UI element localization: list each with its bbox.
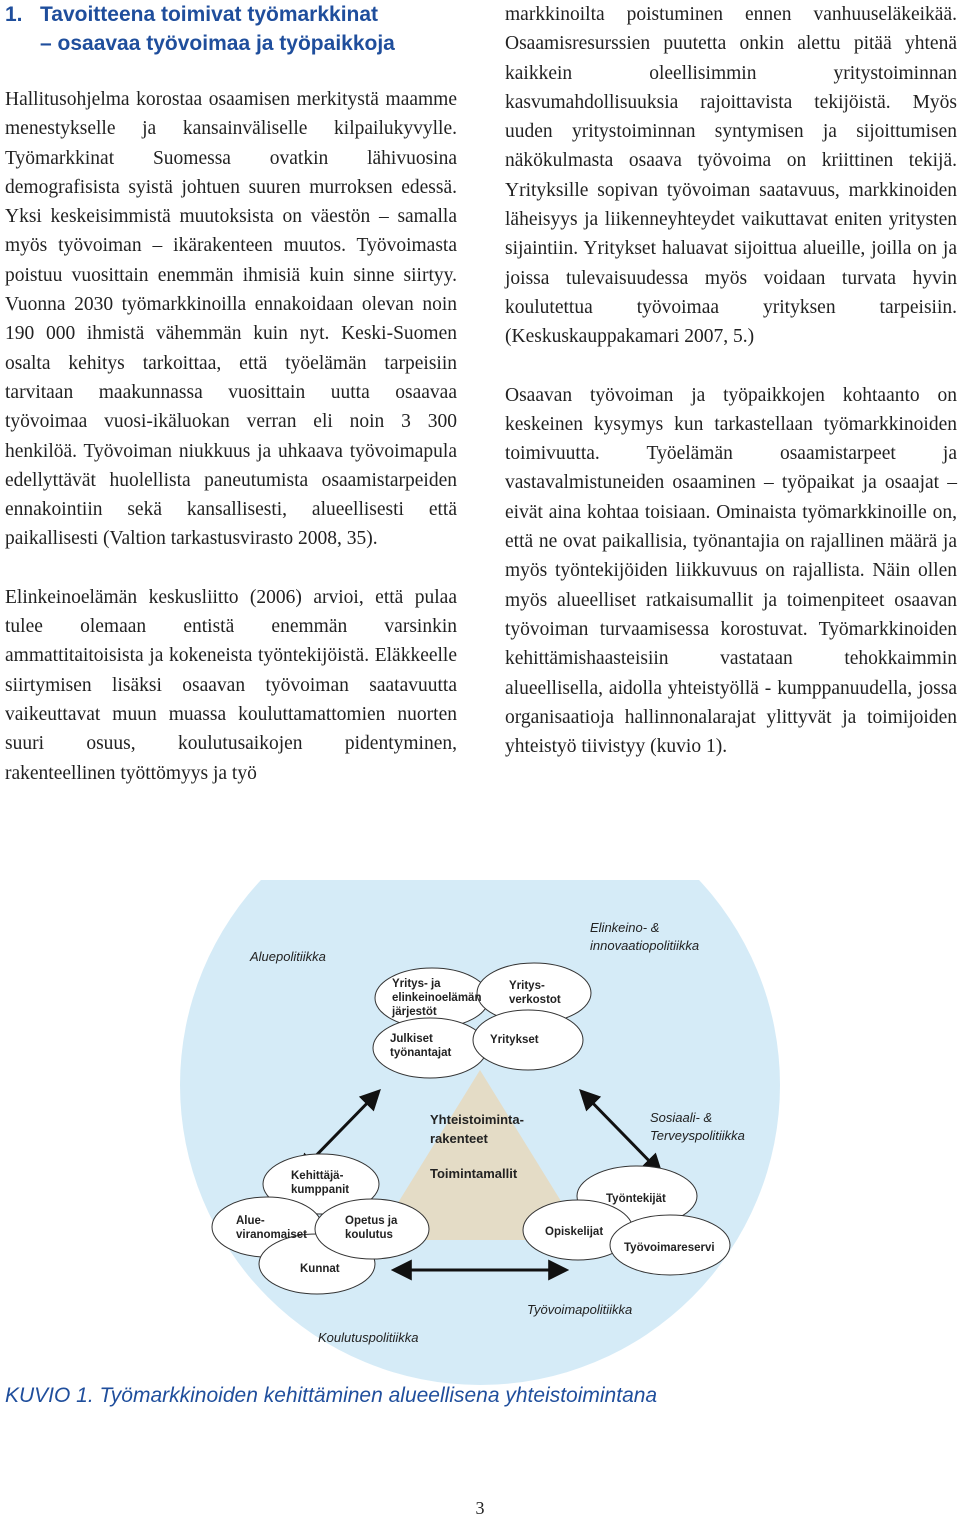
label-opetus-1: Opetus ja [345, 1215, 398, 1227]
figure-caption: KUVIO 1. Työmarkkinoiden kehittäminen alueellisena yhteistoimintana [5, 1384, 658, 1407]
paragraph: markkinoilta poistuminen ennen vanhuuseläkeikää. Osaamisresurssien puutetta onkin alettu pitää yhtenä kaikkein oleellisimmin yritystoiminnan kasvumahdollisuuksia rajoittavista tekijöistä. Myös uuden yritystoiminnan syntymisen ja sijoittumisen näkökulmasta osaava työvoima on kriittinen tekijä. Yrityksille sopivan työvoiman saatavuus, markkinoiden läheisyys ja liikenneyhteydet vaikuttavat eniten yritysten sijaintiin. Yritykset haluavat sijoittua alueille, joilla on ja joissa tulevaisuudessa myös voidaan turvata hyvin koulutettua työvoimaa yrityksen tarpeisiin. (Keskuskauppakamari 2007, 5.) [505, 4, 957, 348]
section-number: 1. [5, 3, 23, 26]
label-yritys-jarjestot-3: järjestöt [392, 1006, 437, 1018]
left-column [5, 85, 457, 788]
page-number: 3 [475, 1498, 485, 1518]
label-alue-1: Alue- [236, 1215, 265, 1227]
label-koulutuspolitiikka: Koulutuspolitiikka [318, 1330, 419, 1345]
paragraph: Osaavan työvoiman ja työpaikkojen kohtaanto on keskeinen kysymys kun tarkastellaan työmarkkinoiden toimivuutta. Työelämän osaamistarpeet ja vastavalmistuneiden osaaminen – työpaikat ja osaajat – eivät aina kohtaa toisiaan. Ominaista työmarkkinoille on, että ne ovat paikallisia, työnantajia on rajallinen määrä ja myös työntekijöiden liikkuvuus on rajallista. Näin ollen myös alueelliset ratkaisumallit ja toimenpiteet osaavan työvoiman turvaamisessa korostuvat. Työmarkkinoiden kehittämishaasteisiin vastataan tehokkaimmin alueellisella, aidolla yhteistyöllä - kumppanuudella, jossa organisaatioja hallinnonalarajat ylittyvät ja toimijoiden yhteistyö tiivistyy (kuvio 1). [505, 384, 957, 758]
label-verkostot-1: Yritys- [509, 980, 545, 992]
label-kehittaja-2: kumppanit [291, 1184, 350, 1196]
label-yritykset: Yritykset [490, 1034, 539, 1046]
label-sosiaali-line2: Terveyspolitiikka [650, 1128, 745, 1143]
label-tyontekijat: Työntekijät [606, 1193, 666, 1205]
paragraph: Elinkeinoelämän keskusliitto (2006) arvioi, että pulaa tulee olemaan entistä enemmän varsinkin ammattitaitoisista ja kokeneista työntekijöistä. Eläkkeelle siirtymisen lisäksi osaavan työvoiman saatavuutta vaikeuttavat muun muassa kouluttamattomien nuorten suuri osuus, koulutusaikojen pidentyminen, rakenteellinen työttömyys ja työ [5, 586, 457, 784]
label-yhteistoiminta-2: rakenteet [430, 1131, 488, 1146]
right-column [505, 0, 957, 761]
label-julkiset-2: työnantajat [390, 1047, 452, 1059]
label-opiskelijat: Opiskelijat [545, 1226, 604, 1238]
label-elinkeino-line1: Elinkeino- & [590, 920, 660, 935]
label-opetus-2: koulutus [345, 1229, 393, 1241]
label-aluepolitiikka: Aluepolitiikka [250, 949, 326, 964]
label-sosiaali-line1: Sosiaali- & [650, 1110, 713, 1125]
label-julkiset-1: Julkiset [390, 1033, 433, 1045]
label-elinkeino-line2: innovaatiopolitiikka [590, 938, 700, 953]
label-alue-2: viranomaiset [236, 1229, 307, 1241]
label-yhteistoiminta-1: Yhteistoiminta- [430, 1112, 524, 1127]
label-yritys-jarjestot-1: Yritys- ja [392, 978, 441, 990]
figure-diagram [0, 880, 960, 1400]
label-toimintamallit: Toimintamallit [430, 1166, 518, 1181]
label-kunnat: Kunnat [300, 1263, 340, 1275]
section-title-line1: Tavoitteena toimivat työmarkkinat [40, 3, 379, 26]
paragraph: Hallitusohjelma korostaa osaamisen merkitystä maamme menestykselle ja kansainväliselle kilpailukyvylle. Työmarkkinat Suomessa ovatkin lähivuosina demografisista syistä johtuen suuren murroksen edessä. Yksi keskeisimmistä muutoksista on väestön – samalla myös työvoiman – ikärakenteen muutos. Työvoimasta poistuu vuosittain enemmän ihmisiä kuin sinne siirtyy. Vuonna 2030 työmarkkinoilla ennakoidaan olevan noin 190 000 ihmistä vähemmän kuin nyt. Keski-Suomen osalta kehitys tarkoittaa, että työelämän tarpeisiin tarvitaan maakunnassa vuosittain uutta osaavaa työvoimaa vuosi-ikäluokan verran eli noin 3 300 henkilöä. Työvoiman niukkuus ja uhkaava työvoimapula edellyttävät huolellista paneutumista osaamistarpeiden ennakointiin sekä kansallisesti, alueellisesti että paikallisesti (Valtion tarkastusvirasto 2008, 35). [5, 89, 457, 550]
label-tyovoimapolitiikka: Työvoimapolitiikka [527, 1302, 633, 1317]
label-yritys-jarjestot-2: elinkeinoelämän [392, 992, 482, 1004]
section-title-line2: – osaavaa työvoimaa ja työpaikkoja [40, 32, 395, 55]
label-verkostot-2: verkostot [509, 994, 561, 1006]
label-kehittaja-1: Kehittäjä- [291, 1170, 344, 1182]
label-tyovoimareservi: Työvoimareservi [624, 1242, 715, 1254]
